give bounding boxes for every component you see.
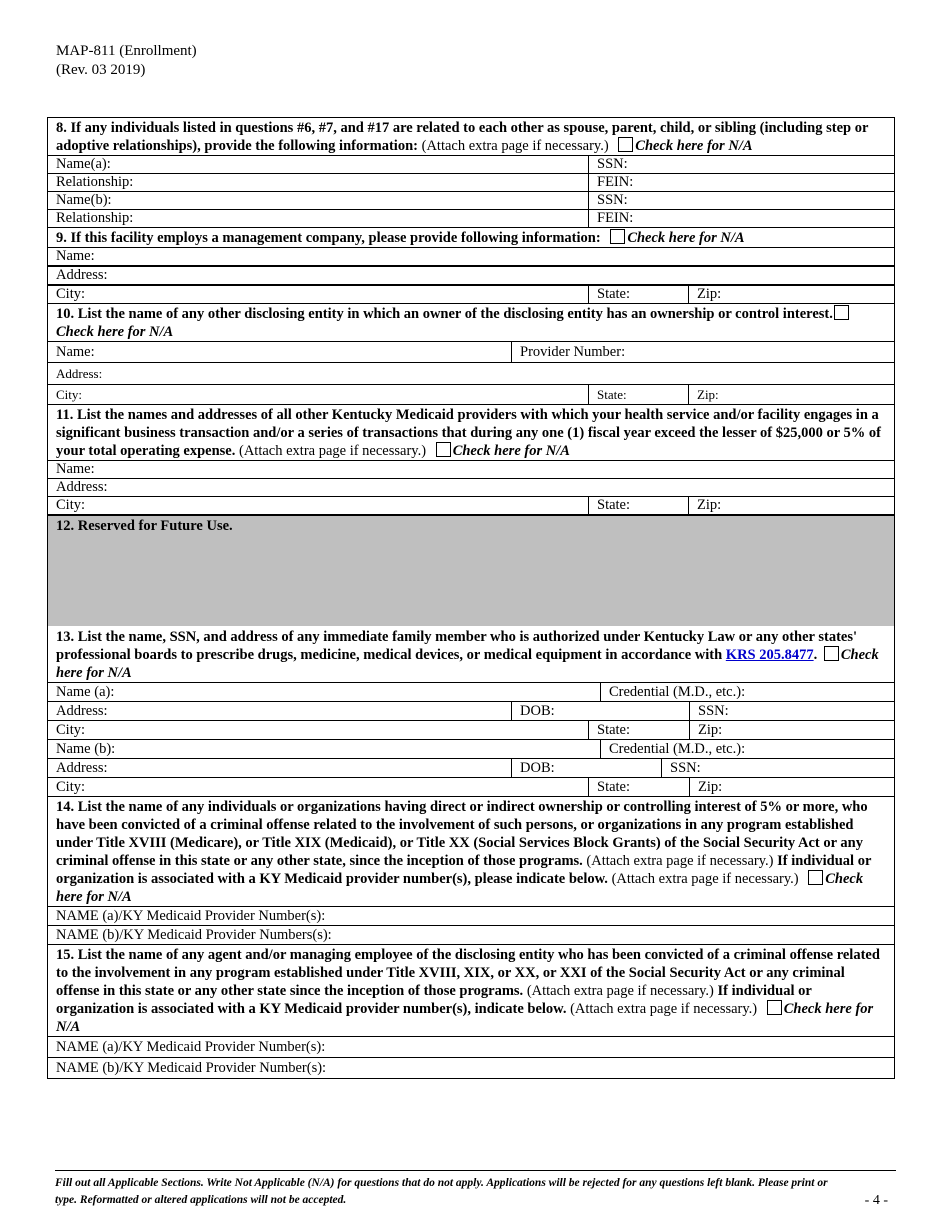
q13-credential-a-field[interactable]: Credential (M.D., etc.): (600, 683, 894, 701)
q13-credential-b-field[interactable]: Credential (M.D., etc.): (600, 740, 894, 758)
q11-state-field[interactable]: State: (588, 497, 688, 514)
q15-text: 15. List the name of any agent and/or managing employee of the disclosing entity who has been convicted of a criminal offense related to the involvement in any program established under Title XVIII, XIX, or XX, or XXI of the Social Security Act or any criminal offense in this state or any other state since the inception of those programs. (56, 947, 880, 999)
q8-fein-a-field[interactable]: FEIN: (588, 174, 894, 191)
q8-ssn-a-field[interactable]: SSN: (588, 156, 894, 173)
q10-row (48, 342, 894, 363)
q10-row (48, 385, 894, 405)
q14-na-checkbox[interactable] (808, 870, 823, 885)
q14-name-a-field[interactable]: NAME (a)/KY Medicaid Provider Number(s): (56, 908, 326, 924)
q9-header (48, 228, 894, 248)
form-header (56, 42, 197, 80)
q10-state-field[interactable]: State: (588, 385, 688, 404)
q8-relationship-a-field[interactable]: Relationship: (56, 174, 134, 190)
q11-row (48, 479, 894, 497)
na-label: Check here for N/A (56, 324, 174, 340)
q8-row (48, 192, 894, 210)
q11-address-field[interactable]: Address: (56, 479, 108, 495)
attach-note: (Attach extra page if necessary.) (570, 1001, 758, 1017)
q9-zip-field[interactable]: Zip: (688, 286, 894, 303)
q9-na-checkbox[interactable] (610, 229, 625, 244)
q15-na-checkbox[interactable] (767, 1000, 782, 1015)
q12-text: 12. Reserved for Future Use. (56, 518, 233, 534)
q13-ssn-b-field[interactable]: SSN: (661, 759, 894, 777)
form-id: MAP-811 (Enrollment) (56, 43, 197, 59)
page-footer (55, 1170, 896, 1209)
q11-zip-field[interactable]: Zip: (688, 497, 894, 514)
page-number: - 4 - (864, 1193, 888, 1208)
q13-address-a-field[interactable]: Address: (56, 703, 108, 719)
q11-row (48, 497, 894, 516)
q14-name-b-field[interactable]: NAME (b)/KY Medicaid Provider Numbers(s): (56, 927, 332, 943)
q13-row (48, 721, 894, 740)
q15-text-2: If individual or organization is associated with a KY Medicaid provider number(s), indicate below. (56, 983, 812, 1017)
q8-header (48, 118, 894, 156)
q11-name-field[interactable]: Name: (56, 461, 95, 477)
q10-provider-number-field[interactable]: Provider Number: (511, 342, 894, 362)
attach-note: (Attach extra page if necessary.) (586, 853, 774, 869)
q10-zip-field[interactable]: Zip: (688, 385, 894, 404)
q11-na-checkbox[interactable] (436, 442, 451, 457)
q13-row (48, 740, 894, 759)
footer-instructions: Fill out all Applicable Sections. Write Not Applicable (N/A) for questions that do not apply. Applications will be rejected for any questions left blank. Please print or type. Reformatted or altered applications will not be accepted. (55, 1177, 828, 1206)
q13-na-checkbox[interactable] (824, 646, 839, 661)
q13-address-b-field[interactable]: Address: (56, 760, 108, 776)
q13-state-a-field[interactable]: State: (588, 721, 689, 739)
form-revision: (Rev. 03 2019) (56, 62, 146, 78)
q13-row (48, 702, 894, 721)
q9-text: 9. If this facility employs a management company, please provide following information: (56, 230, 605, 246)
q8-row (48, 156, 894, 174)
q8-na-checkbox[interactable] (618, 137, 633, 152)
q11-header (48, 405, 894, 461)
q13-dob-a-field[interactable]: DOB: (511, 702, 689, 720)
q13-ssn-a-field[interactable]: SSN: (689, 702, 894, 720)
q9-row (48, 267, 894, 286)
q10-city-field[interactable]: City: (56, 387, 83, 402)
q13-state-b-field[interactable]: State: (588, 778, 689, 796)
q10-text: 10. List the name of any other disclosing entity in which an owner of the disclosing entity has an ownership or control interest. (56, 306, 833, 322)
q8-fein-b-field[interactable]: FEIN: (588, 210, 894, 227)
q13-text: 13. List the name, SSN, and address of any immediate family member who is authorized under Kentucky Law or any other states' professional boards to prescribe drugs, medicine, medical devices, or medical equipment in accordance with (56, 629, 858, 663)
na-label: Check here for N/A (635, 138, 753, 154)
q8-text: 8. If any individuals listed in questions #6, #7, and #17 are related to each other as spouse, parent, child, or sibling (including step or adoptive relationships), provide the following information: (56, 120, 869, 154)
q13-zip-b-field[interactable]: Zip: (689, 778, 894, 796)
q9-state-field[interactable]: State: (588, 286, 688, 303)
q9-row (48, 248, 894, 267)
krs-link[interactable]: KRS 205.8477 (725, 647, 814, 663)
q10-na-checkbox[interactable] (834, 305, 849, 320)
q13-city-a-field[interactable]: City: (56, 722, 86, 738)
na-label: Check here for N/A (56, 871, 864, 905)
q8-name-a-field[interactable]: Name(a): (56, 156, 111, 172)
q14-row (48, 926, 894, 945)
q10-name-field[interactable]: Name: (56, 344, 95, 360)
q8-row (48, 174, 894, 192)
q15-header (48, 945, 894, 1037)
q8-relationship-b-field[interactable]: Relationship: (56, 210, 134, 226)
attach-note: (Attach extra page if necessary.) (421, 138, 609, 154)
q13-header: 13. List the name, SSN, and address of any immediate family member who is authorized under Kentucky Law or any other states' professional boards to prescribe drugs, medicine, medical devices, or medical equipment in accordance with KRS 205.8477. Check here for N/A (48, 626, 894, 683)
q13-name-a-field[interactable]: Name (a): (56, 684, 115, 700)
q14-row (48, 907, 894, 926)
q9-city-field[interactable]: City: (56, 286, 86, 302)
q8-name-b-field[interactable]: Name(b): (56, 192, 112, 208)
q13-row (48, 778, 894, 797)
q9-address-field[interactable]: Address: (56, 267, 108, 283)
attach-note: (Attach extra page if necessary.) (526, 983, 714, 999)
q13-dob-b-field[interactable]: DOB: (511, 759, 661, 777)
na-label: Check here for N/A (56, 647, 879, 681)
q10-header (48, 304, 894, 342)
attach-note: (Attach extra page if necessary.) (611, 871, 799, 887)
na-label: Check here for N/A (452, 443, 570, 459)
q13-city-b-field[interactable]: City: (56, 779, 86, 795)
disclosure-form (47, 117, 895, 1079)
q11-row (48, 461, 894, 479)
q14-header (48, 797, 894, 907)
q15-row (48, 1058, 894, 1078)
q8-ssn-b-field[interactable]: SSN: (588, 192, 894, 209)
q13-row (48, 683, 894, 702)
q14-text: 14. List the name of any individuals or organizations having direct or indirect ownership or controlling interest of 5% or more, who have been convicted of a criminal offense related to the involvement of such persons, or organizations in any program established under Title XVIII (Medicare), or Title XIX (Medicaid), or Title XX (Social Services Block Grants) of the Social Security Act or any criminal offense in this state or any other state, since the inception of those programs. (56, 799, 868, 869)
q15-row (48, 1037, 894, 1058)
attach-note: (Attach extra page if necessary.) (239, 443, 427, 459)
q9-row (48, 286, 894, 304)
q9-name-field[interactable]: Name: (56, 248, 95, 264)
na-label: Check here for N/A (56, 1001, 874, 1035)
q15-name-a-field[interactable]: NAME (a)/KY Medicaid Provider Number(s): (56, 1039, 326, 1055)
q8-row (48, 210, 894, 228)
q15-name-b-field[interactable]: NAME (b)/KY Medicaid Provider Number(s): (56, 1060, 327, 1076)
q12-reserved (48, 516, 894, 626)
q14-text-2: If individual or organization is associated with a KY Medicaid provider number(s), please indicate below. (56, 853, 872, 887)
q10-row (48, 363, 894, 385)
q11-city-field[interactable]: City: (56, 497, 86, 513)
q11-text: 11. List the names and addresses of all other Kentucky Medicaid providers with which your health service and/or facility engages in a significant business transaction and/or a series of transactions that during any one (1) fiscal year exceed the lesser of $25,000 or 5% of your total operating expense. (56, 407, 881, 459)
q13-name-b-field[interactable]: Name (b): (56, 741, 116, 757)
q13-row (48, 759, 894, 778)
q13-zip-a-field[interactable]: Zip: (689, 721, 894, 739)
na-label: Check here for N/A (627, 230, 745, 246)
q10-address-field[interactable]: Address: (56, 366, 103, 381)
